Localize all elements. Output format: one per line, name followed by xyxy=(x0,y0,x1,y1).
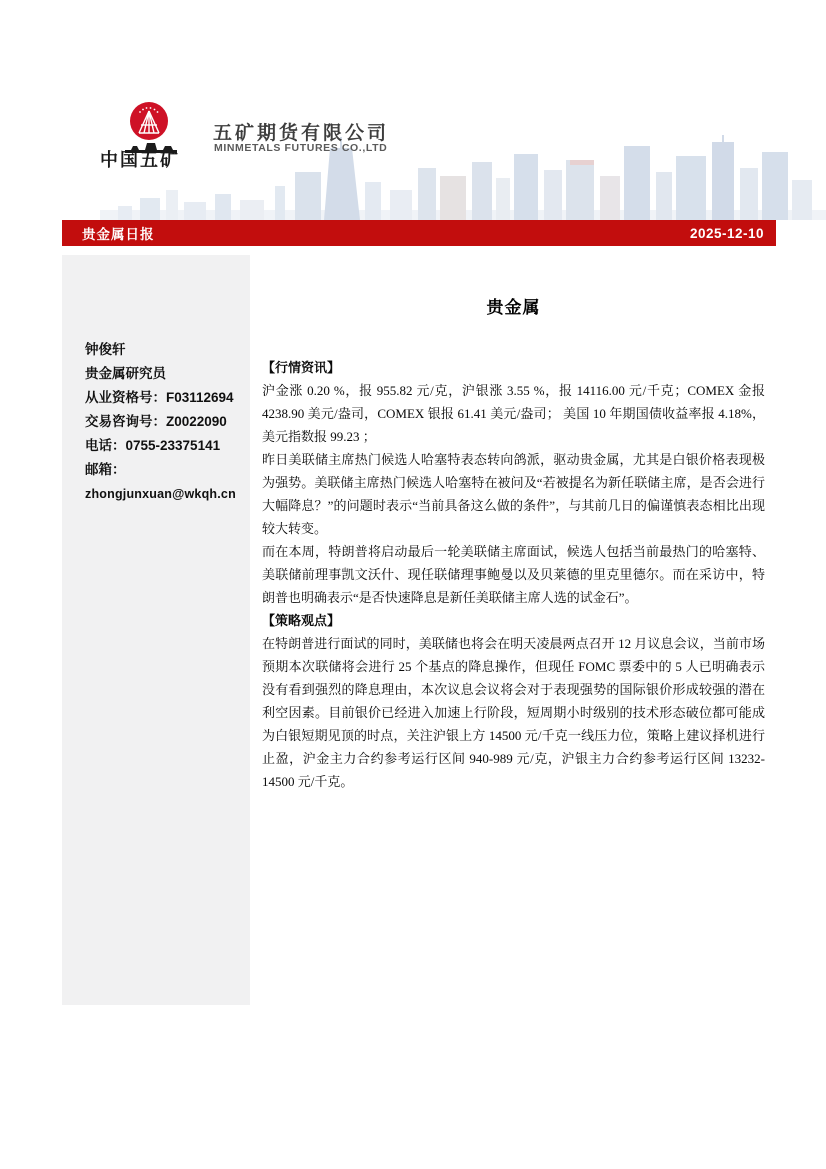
report-banner xyxy=(62,220,776,246)
fed-interview-paragraph: 而在本周，特朗普将启动最后一轮美联储主席面试，候选人包括当前最热门的哈塞特、美联储前理事凯文沃什、现任联储理事鲍曼以及贝莱德的里克里德尔。而在采访中，特朗普也明确表示“是否快速降息是新任美联储主席人选的试金石”。 xyxy=(262,544,765,605)
analyst-sidebar xyxy=(62,255,250,1005)
analyst-phone: 电话：0755-23375141 xyxy=(85,438,221,453)
analyst-email: zhongjunxuan@wkqh.cn xyxy=(85,487,236,501)
market-news-paragraph: 昨日美联储主席热门候选人哈塞特表态转向鸽派，驱动贵金属，尤其是白银价格表现极为强势。美联储主席热门候选人哈塞特在被问及“若被提名为新任联储主席，是否会进行大幅降息？”的问题时表示“当前具备这么做的条件”，与其前几日的偏谨慎表态相比出现较大转变。 xyxy=(262,452,765,536)
logo-wordmark: 中国五矿 xyxy=(100,150,180,170)
section-heading-market-news: 【行情资讯】 xyxy=(262,360,341,375)
minmetals-logo-icon xyxy=(129,101,169,141)
company-name-en: MINMETALS FUTURES CO.,LTD xyxy=(214,142,388,154)
report-body xyxy=(262,296,765,793)
report-type-label: 贵金属日报 xyxy=(82,227,155,242)
analyst-name: 钟俊轩 xyxy=(85,342,126,357)
market-quotes-paragraph: 沪金涨 0.20 %，报 955.82 元/克，沪银涨 3.55 %，报 14116.00 元/千克；COMEX 金报 4238.90 美元/盎司，COMEX 银报 61.41 美元/盎司； 美国 10 年期国债收益率报 4.18%，美元指数报 99.23 ； xyxy=(262,383,765,444)
report-date: 2025-12-10 xyxy=(689,225,764,241)
section-heading-strategy: 【策略观点】 xyxy=(262,613,341,628)
analyst-advisory-no: 交易咨询号：Z0022090 xyxy=(85,414,227,429)
analyst-title: 贵金属研究员 xyxy=(85,366,166,381)
analyst-email-label: 邮箱： xyxy=(85,462,126,477)
header xyxy=(0,0,826,220)
page-title: 贵金属 xyxy=(486,298,541,317)
strategy-paragraph: 在特朗普进行面试的同时，美联储也将会在明天凌晨两点召开 12 月议息会议，当前市场预期本次联储将会进行 25 个基点的降息操作，但现任 FOMC 票委中的 5 人已明确表示没有看到强烈的降息理由，本次议息会议将会对于表现强势的国际银价形成较强的潜在利空因素。目前银价已经进入加速上行阶段，短周期小时级别的技术形态破位都可能成为白银短期见顶的时点，关注沪银上方 14500 元/千克一线压力位，策略上建议择机进行止盈，沪金主力合约参考运行区间 940-989 元/克，沪银主力合约参考运行区间 13232-14500 元/千克。 xyxy=(262,636,765,789)
analyst-qualification-no: 从业资格号：F03112694 xyxy=(85,390,234,405)
company-name-cn: 五矿期货有限公司 xyxy=(213,123,390,144)
